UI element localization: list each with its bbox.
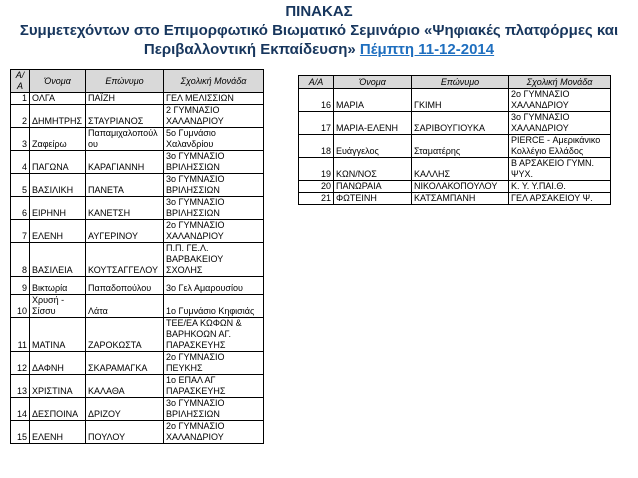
row-number: 9 bbox=[11, 277, 30, 295]
participant-name: ΜΑΡΙΑ bbox=[334, 89, 412, 112]
school-unit: 3ο ΓΥΜΝΑΣΙΟ ΒΡΙΛΗΣΣΙΩΝ bbox=[164, 174, 264, 197]
school-unit: ΤΕΕ/ΕΑ ΚΩΦΩΝ & ΒΑΡΗΚΟΩΝ ΑΓ. ΠΑΡΑΣΚΕΥΗΣ bbox=[164, 318, 264, 352]
row-number: 18 bbox=[299, 135, 334, 158]
participant-name: ΒΑΣΙΛΕΙΑ bbox=[30, 243, 86, 277]
table-row bbox=[11, 174, 264, 197]
table-row bbox=[11, 421, 264, 444]
school-unit: 5ο Γυμνάσιο Χαλανδρίου bbox=[164, 128, 264, 151]
row-number: 1 bbox=[11, 93, 30, 105]
subtitle-line-1: Συμμετεχόντων στο Επιμορφωτικό Βιωματικό Σεμινάριο «Ψηφιακές πλατφόρμες και bbox=[19, 22, 619, 39]
participant-surname: ΚΑΤΣΑΜΠΑΝΗ bbox=[412, 193, 509, 205]
header-surname: Επώνυμο bbox=[412, 76, 509, 89]
table-row bbox=[299, 158, 611, 181]
row-number: 4 bbox=[11, 151, 30, 174]
table-row bbox=[11, 295, 264, 318]
participant-surname: ΠΟΥΛΟΥ bbox=[86, 421, 164, 444]
participant-surname: ΝΙΚΟΛΑΚΟΠΟΥΛΟΥ bbox=[412, 181, 509, 193]
subtitle-line-2 bbox=[0, 41, 638, 58]
table-header-row bbox=[299, 76, 611, 89]
seminar-date: Πέμπτη 11-12-2014 bbox=[359, 41, 495, 58]
participant-surname: ΣΤΑΥΡΙΑΝΟΣ bbox=[86, 105, 164, 128]
school-unit: ΓΕΛ ΑΡΣΑΚΕΙΟΥ Ψ. bbox=[509, 193, 611, 205]
participant-surname: ΖΑΡΟΚΩΣΤΑ bbox=[86, 318, 164, 352]
header-name: Όνομα bbox=[30, 70, 86, 93]
participant-name: ΔΑΦΝΗ bbox=[30, 352, 86, 375]
header-aa: Α/Α bbox=[299, 76, 334, 89]
school-unit: 3ο ΓΥΜΝΑΣΙΟ ΒΡΙΛΗΣΣΙΩΝ bbox=[164, 398, 264, 421]
participant-name: ΚΩΝ/ΝΟΣ bbox=[334, 158, 412, 181]
row-number: 8 bbox=[11, 243, 30, 277]
school-unit: 3ο ΓΥΜΝΑΣΙΟ ΒΡΙΛΗΣΣΙΩΝ bbox=[164, 197, 264, 220]
school-unit: 3ο ΓΥΜΝΑΣΙΟ ΧΑΛΑΝΔΡΙΟΥ bbox=[509, 112, 611, 135]
table-row bbox=[299, 193, 611, 205]
participant-surname: Σταματέρης bbox=[412, 135, 509, 158]
school-unit: 2ο ΓΥΜΝΑΣΙΟ ΧΑΛΑΝΔΡΙΟΥ bbox=[509, 89, 611, 112]
row-number: 6 bbox=[11, 197, 30, 220]
page-title: ΠΙΝΑΚΑΣ bbox=[285, 3, 353, 20]
table-row bbox=[11, 398, 264, 421]
participant-surname: ΚΟΥΤΣΑΓΓΕΛΟΥ bbox=[86, 243, 164, 277]
participant-name: ΔΕΣΠΟΙΝΑ bbox=[30, 398, 86, 421]
row-number: 14 bbox=[11, 398, 30, 421]
school-unit: 3ο ΓΥΜΝΑΣΙΟ ΒΡΙΛΗΣΣΙΩΝ bbox=[164, 151, 264, 174]
header-aa: Α/Α bbox=[11, 70, 30, 93]
row-number: 5 bbox=[11, 174, 30, 197]
row-number: 16 bbox=[299, 89, 334, 112]
participant-surname: ΣΚΑΡΑΜΑΓΚΑ bbox=[86, 352, 164, 375]
participant-surname: ΣΑΡΙΒΟΥΓΙΟΥΚΑ bbox=[412, 112, 509, 135]
table-row bbox=[299, 181, 611, 193]
school-unit: ΓΕΛ ΜΕΛΙΣΣΙΩΝ bbox=[164, 93, 264, 105]
participant-surname: Παπαδοπούλου bbox=[86, 277, 164, 295]
participant-surname: ΚΑΡΑΓΙΑΝΝΗ bbox=[86, 151, 164, 174]
row-number: 11 bbox=[11, 318, 30, 352]
participant-name: Ζαφείρω bbox=[30, 128, 86, 151]
row-number: 20 bbox=[299, 181, 334, 193]
school-unit: Β ΑΡΣΑΚΕΙΟ ΓΥΜΝ. ΨΥΧ. bbox=[509, 158, 611, 181]
table-header-row bbox=[11, 70, 264, 93]
participant-surname: ΚΑΛΛΗΣ bbox=[412, 158, 509, 181]
row-number: 13 bbox=[11, 375, 30, 398]
school-unit: 2ο ΓΥΜΝΑΣΙΟ ΧΑΛΑΝΔΡΙΟΥ bbox=[164, 220, 264, 243]
school-unit: PIERCE - Αμερικάνικο Κολλέγιο Ελλάδος bbox=[509, 135, 611, 158]
table-row bbox=[299, 89, 611, 112]
participant-name: ΔΗΜΗΤΡΗΣ bbox=[30, 105, 86, 128]
school-unit: Κ. Υ. Υ.ΠΑΙ.Θ. bbox=[509, 181, 611, 193]
participant-surname: Παπαμιχαλοπούλου bbox=[86, 128, 164, 151]
header-school: Σχολική Μονάδα bbox=[164, 70, 264, 93]
row-number: 7 bbox=[11, 220, 30, 243]
participant-surname: ΚΑΛΑΘΑ bbox=[86, 375, 164, 398]
participant-surname: ΑΥΓΕΡΙΝΟΥ bbox=[86, 220, 164, 243]
participant-name: Βικτωρία bbox=[30, 277, 86, 295]
row-number: 21 bbox=[299, 193, 334, 205]
participant-name: ΦΩΤΕΙΝΗ bbox=[334, 193, 412, 205]
table-row bbox=[11, 220, 264, 243]
participant-name: ΟΛΓΑ bbox=[30, 93, 86, 105]
header-name: Όνομα bbox=[334, 76, 412, 89]
table-row bbox=[11, 277, 264, 295]
participant-name: ΠΑΓΩΝΑ bbox=[30, 151, 86, 174]
participant-name: ΧΡΙΣΤΙΝΑ bbox=[30, 375, 86, 398]
row-number: 19 bbox=[299, 158, 334, 181]
table-row bbox=[11, 105, 264, 128]
participant-surname: ΠΑΝΕΤΑ bbox=[86, 174, 164, 197]
participant-name: ΜΑΡΙΑ-ΕΛΕΝΗ bbox=[334, 112, 412, 135]
row-number: 12 bbox=[11, 352, 30, 375]
table-row bbox=[299, 112, 611, 135]
header-surname: Επώνυμο bbox=[86, 70, 164, 93]
row-number: 3 bbox=[11, 128, 30, 151]
participant-name: ΕΛΕΝΗ bbox=[30, 220, 86, 243]
participants-table-right bbox=[298, 75, 611, 205]
table-row bbox=[11, 151, 264, 174]
school-unit: 2ο ΓΥΜΝΑΣΙΟ ΧΑΛΑΝΔΡΙΟΥ bbox=[164, 421, 264, 444]
participant-surname: ΔΡΙΖΟΥ bbox=[86, 398, 164, 421]
table-row bbox=[11, 93, 264, 105]
participant-name: ΒΑΣΙΛΙΚΗ bbox=[30, 174, 86, 197]
school-unit: 3ο Γελ Αμαρουσίου bbox=[164, 277, 264, 295]
school-unit: Π.Π. ΓΕ.Λ. ΒΑΡΒΑΚΕΙΟΥ ΣΧΟΛΗΣ bbox=[164, 243, 264, 277]
school-unit: 1ο Γυμνάσιο Κηφισιάς bbox=[164, 295, 264, 318]
participant-surname: ΓΚΙΜΗ bbox=[412, 89, 509, 112]
row-number: 10 bbox=[11, 295, 30, 318]
school-unit: 2ο ΓΥΜΝΑΣΙΟ ΠΕΥΚΗΣ bbox=[164, 352, 264, 375]
participant-name: ΕΛΕΝΗ bbox=[30, 421, 86, 444]
participant-name: ΜΑΤΙΝΑ bbox=[30, 318, 86, 352]
table-row bbox=[11, 352, 264, 375]
table-row bbox=[11, 128, 264, 151]
table-row bbox=[11, 197, 264, 220]
row-number: 2 bbox=[11, 105, 30, 128]
table-row bbox=[11, 243, 264, 277]
participant-name: Ευάγγελος bbox=[334, 135, 412, 158]
school-unit: 1ο ΕΠΑΛ ΑΓ ΠΑΡΑΣΚΕΥΗΣ bbox=[164, 375, 264, 398]
row-number: 17 bbox=[299, 112, 334, 135]
table-row bbox=[299, 135, 611, 158]
subtitle-text: Περιβαλλοντική Εκπαίδευση» bbox=[143, 41, 356, 58]
participant-surname: Λάτα bbox=[86, 295, 164, 318]
participant-name: ΠΑΝΩΡΑΙΑ bbox=[334, 181, 412, 193]
table-row bbox=[11, 375, 264, 398]
participants-table-left bbox=[10, 69, 264, 444]
table-row bbox=[11, 318, 264, 352]
participant-name: ΕΙΡΗΝΗ bbox=[30, 197, 86, 220]
header-school: Σχολική Μονάδα bbox=[509, 76, 611, 89]
participant-surname: ΠΑΪΖΗ bbox=[86, 93, 164, 105]
row-number: 15 bbox=[11, 421, 30, 444]
participant-name: Χρυσή - Σίσσυ bbox=[30, 295, 86, 318]
school-unit: 2 ΓΥΜΝΑΣΙΟ ΧΑΛΑΝΔΡΙΟΥ bbox=[164, 105, 264, 128]
participant-surname: ΚΑΝΕΤΣΗ bbox=[86, 197, 164, 220]
